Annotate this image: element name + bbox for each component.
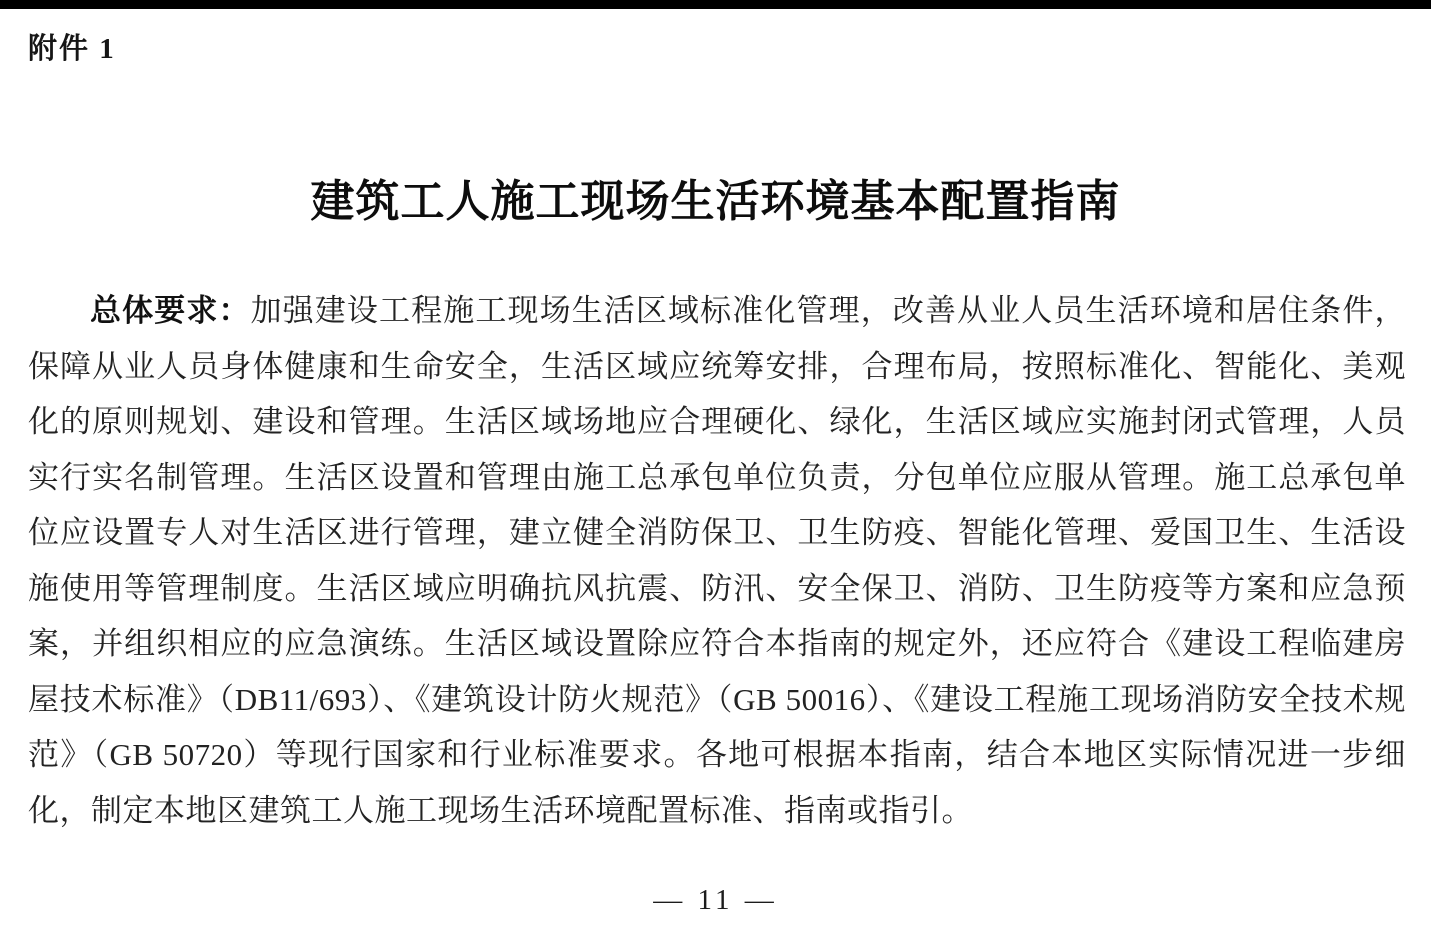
attachment-label: 附件 1 (28, 33, 116, 65)
paragraph-lead-label: 总体要求： (90, 293, 251, 328)
overall-requirements-paragraph (28, 283, 1406, 838)
document-title: 建筑工人施工现场生活环境基本配置指南 (310, 177, 1121, 227)
page-number: — 11 — (653, 884, 778, 916)
scan-edge-bar (0, 0, 1431, 9)
paragraph-body-text: 加强建设工程施工现场生活区域标准化管理，改善从业人员生活环境和居住条件，保障从业人员身体健康和生命安全，生活区域应统筹安排，合理布局，按照标准化、智能化、美观化的原则规划、建设和管理。生活区域场地应合理硬化、绿化，生活区域应实施封闭式管理，人员实行实名制管理。生活区设置和管理由施工总承包单位负责，分包单位应服从管理。施工总承包单位应设置专人对生活区进行管理，建立健全消防保卫、卫生防疫、智能化管理、爱国卫生、生活设施使用等管理制度。生活区域应明确抗风抗震、防汛、安全保卫、消防、卫生防疫等方案和应急预案，并组织相应的应急演练。生活区域设置除应符合本指南的规定外，还应符合《建设工程临建房屋技术标准》（DB11/693）、《建筑设计防火规范》（GB 50016）、《建设工程施工现场消防安全技术规范》（GB 50720）等现行国家和行业标准要求。各地可根据本指南，结合本地区实际情况进一步细化，制定本地区建筑工人施工现场生活环境配置标准、指南或指引。 (28, 293, 1406, 828)
